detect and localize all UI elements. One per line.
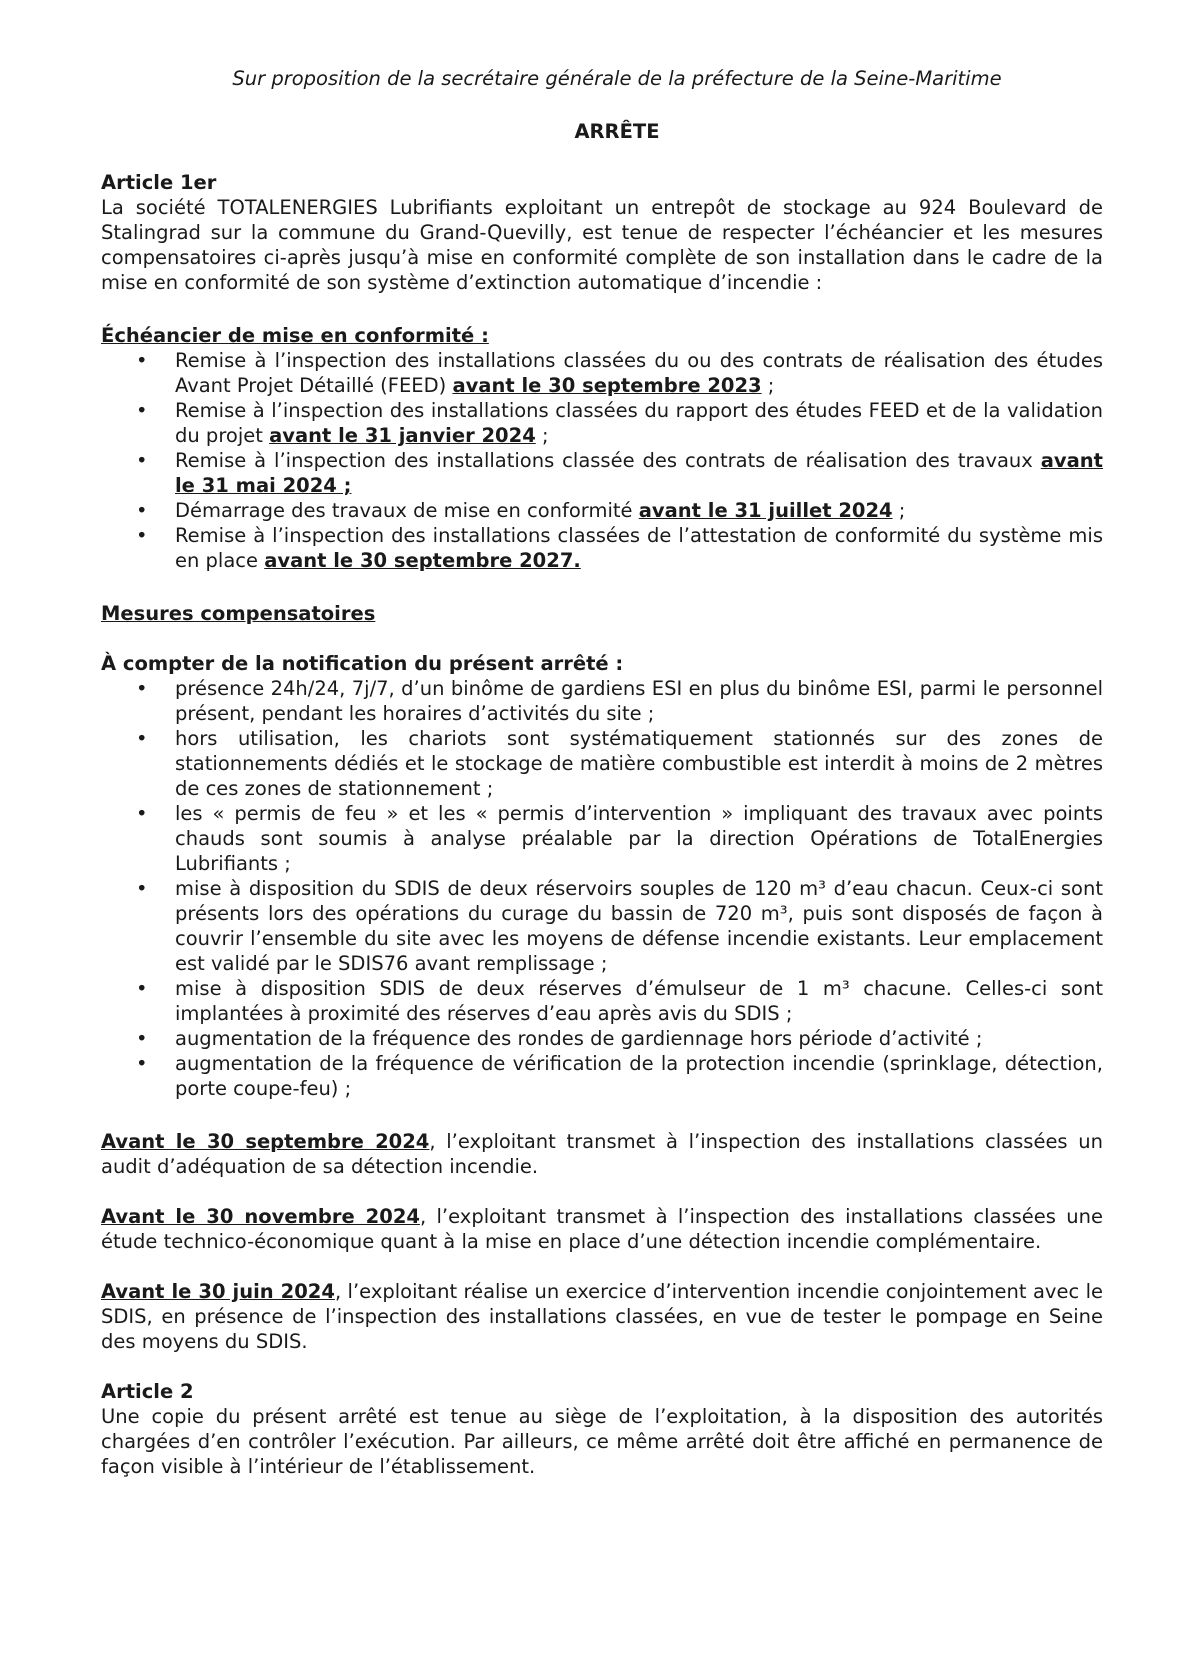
preamble: Sur proposition de la secrétaire générale de la préfecture de la Seine-Maritime [232,67,1002,90]
measures-heading: Mesures compensatoires [101,602,376,625]
measure-item: • augmentation de la fréquence des rondes de gardiennage hors période d’activité ; [175,1026,1103,1051]
deadline-date: Avant le 30 novembre 2024 [101,1205,420,1228]
article-1-intro: La société TOTALENERGIES Lubrifiants exploitant un entrepôt de stockage au 924 Boulevard de Stalingrad sur la commune du Grand-Quevilly, est tenue de respecter l’échéancier et les mesures compensatoires ci-après jusqu’à mise en conformité complète de son installation dans le cadre de la mise en conformité de son système d’extinction automatique d’incendie : [101,196,1103,294]
deadline-paragraph: Avant le 30 septembre 2024, l’exploitant transmet à l’inspection des installations classées un audit d’adéquation de sa détection incendie. [101,1130,1104,1178]
measure-item: • augmentation de la fréquence de vérification de la protection incendie (sprinklage, détection, porte coupe-feu) ; [175,1051,1103,1101]
measure-item: • mise à disposition du SDIS de deux réservoirs souples de 120 m³ d’eau chacun. Ceux-ci sont présents lors des opérations du curage du bassin de 720 m³, puis sont disposés de façon à couvrir l’ensemble du site avec les moyens de défense incendie existants. Leur emplacement est validé par le SDIS76 avant remplissage ; [175,876,1103,976]
article-2-text: Une copie du présent arrêté est tenue au siège de l’exploitation, à la disposition des autorités chargées d’en contrôler l’exécution. Par ailleurs, ce même arrêté doit être affiché en permanence de façon visible à l’intérieur de l’établissement. [101,1405,1103,1478]
schedule-item: • Remise à l’inspection des installations classées du ou des contrats de réalisation des études Avant Projet Détaillé (FEED) avant le 30 septembre 2023 ; [175,348,1103,398]
schedule-deadline: avant le 31 mai 2024 ; [175,449,1103,497]
measures-list [101,676,1103,1101]
measure-item: • mise à disposition SDIS de deux réserves d’émulseur de 1 m³ chacune. Celles-ci sont implantées à proximité des réserves d’eau après avis du SDIS ; [175,976,1103,1026]
schedule-deadline: avant le 30 septembre 2027. [264,549,581,572]
schedule-item: • Remise à l’inspection des installations classée des contrats de réalisation des travaux avant le 31 mai 2024 ; [175,448,1103,498]
measure-item: • hors utilisation, les chariots sont systématiquement stationnés sur des zones de stationnements dédiés et le stockage de matière combustible est interdit à moins de 2 mètres de ces zones de stationnement ; [175,726,1103,801]
schedule-deadline: avant le 31 juillet 2024 [638,499,893,522]
measures-subheading: À compter de la notification du présent arrêté : [101,652,624,675]
deadline-date: Avant le 30 juin 2024 [101,1280,335,1303]
deadline-paragraph: Avant le 30 novembre 2024, l’exploitant transmet à l’inspection des installations classées une étude technico-économique quant à la mise en place d’une détection incendie complémentaire. [101,1205,1103,1253]
schedule-deadline: avant le 30 septembre 2023 [452,374,762,397]
deadline-date: Avant le 30 septembre 2024 [101,1130,430,1153]
measure-item: • les « permis de feu » et les « permis d’intervention » impliquant des travaux avec points chauds sont soumis à analyse préalable par la direction Opérations de TotalEnergies Lubrifiants ; [175,801,1103,876]
schedule-item: • Remise à l’inspection des installations classées du rapport des études FEED et de la validation du projet avant le 31 janvier 2024 ; [175,398,1103,448]
measure-item: • présence 24h/24, 7j/7, d’un binôme de gardiens ESI en plus du binôme ESI, parmi le personnel présent, pendant les horaires d’activités du site ; [175,676,1103,726]
schedule-list [101,348,1103,573]
document-title: ARRÊTE [574,120,660,143]
article-1-heading: Article 1er [101,171,217,194]
schedule-item: • Remise à l’inspection des installations classées de l’attestation de conformité du système mis en place avant le 30 septembre 2027. [175,523,1103,573]
deadline-paragraph: Avant le 30 juin 2024, l’exploitant réalise un exercice d’intervention incendie conjointement avec le SDIS, en présence de l’inspection des installations classées, en vue de tester le pompage en Seine des moyens du SDIS. [101,1280,1103,1353]
article-2-heading: Article 2 [101,1380,194,1403]
schedule-heading: Échéancier de mise en conformité : [101,324,489,347]
schedule-item: • Démarrage des travaux de mise en conformité avant le 31 juillet 2024 ; [175,498,1103,523]
schedule-deadline: avant le 31 janvier 2024 [269,424,536,447]
